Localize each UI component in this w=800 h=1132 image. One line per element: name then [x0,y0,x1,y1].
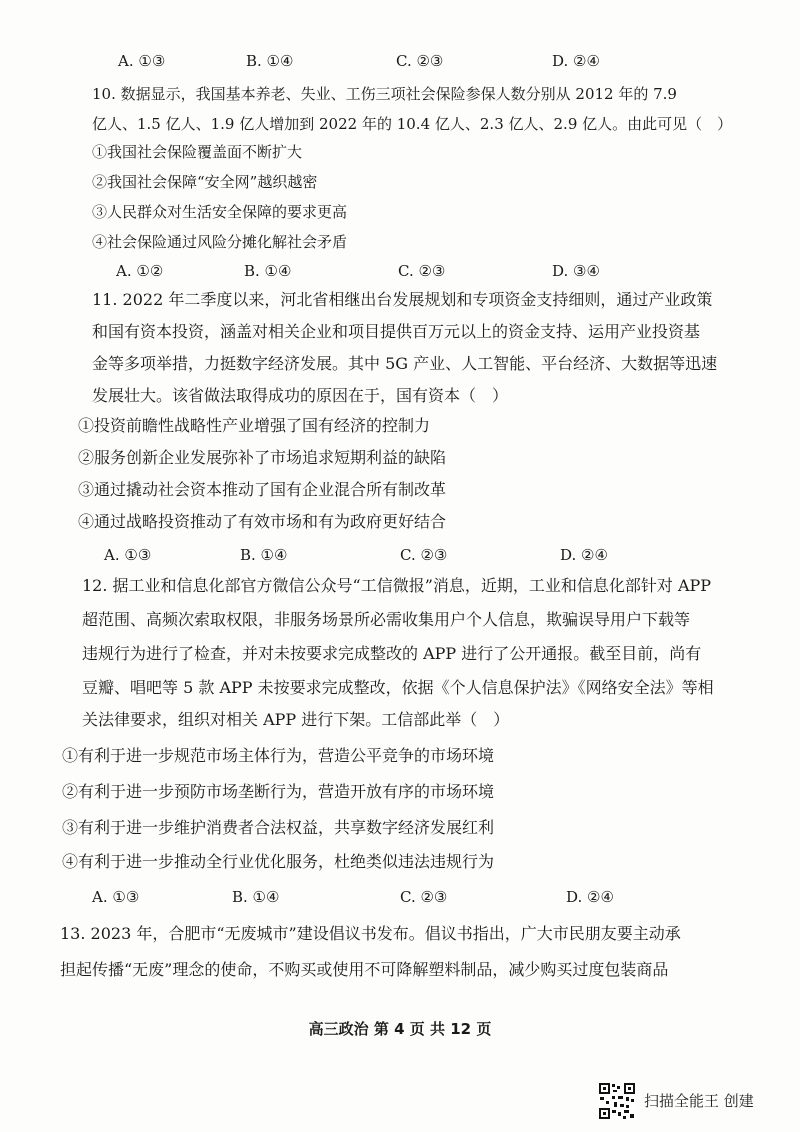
q10-stem-line1: 10. 数据显示，我国基本养老、失业、工伤三项社会保险参保人数分别从 2012 年的 7.9 [92,85,677,103]
q10-item-2: ②我国社会保障“安全网”越织越密 [92,173,318,191]
q12-option-d: D. ②④ [566,888,614,906]
q11-option-a: A. ①③ [104,546,152,564]
q10-item-1: ①我国社会保险覆盖面不断扩大 [92,143,303,161]
q11-option-b: B. ①④ [240,546,288,564]
q13-stem-line2: 担起传播“无废”理念的使命，不购买或使用不可降解塑料制品，减少购买过度包装商品 [60,960,669,979]
scanner-watermark [598,1082,788,1122]
q12-item-3: ③有利于进一步维护消费者合法权益，共享数字经济发展红利 [62,818,495,837]
q10-item-4: ④社会保险通过风险分摊化解社会矛盾 [92,233,348,251]
q10-stem-line2: 亿人、1.5 亿人、1.9 亿人增加到 2022 年的 10.4 亿人、2.3 亿人、2.9 亿人。由此可见（ ） [92,115,733,133]
q12-stem-line2: 超范围、高频次索取权限，非服务场景所必需收集用户个人信息，欺骗误导用户下载等 [82,610,691,629]
q9-option-c: C. ②③ [396,52,444,70]
q11-item-4: ④通过战略投资推动了有效市场和有为政府更好结合 [78,512,447,531]
q11-option-d: D. ②④ [560,546,608,564]
q9-option-a: A. ①③ [118,52,166,70]
q9-option-b: B. ①④ [246,52,294,70]
q11-stem-line1: 11. 2022 年二季度以来，河北省相继出台发展规划和专项资金支持细则，通过产业政策 [92,290,713,309]
q11-options [0,544,800,566]
q10-options [0,260,800,282]
q11-stem-line4: 发展壮大。该省做法取得成功的原因在于，国有资本（ ） [92,386,509,405]
q11-item-2: ②服务创新企业发展弥补了市场追求短期利益的缺陷 [78,448,447,467]
q10-option-b: B. ①④ [244,262,292,280]
q9-options [0,50,800,72]
q12-option-b: B. ①④ [232,888,280,906]
q12-item-4: ④有利于进一步推动全行业优化服务，杜绝类似违法违规行为 [62,852,495,871]
q12-stem-line5: 关法律要求，组织对相关 APP 进行下架。工信部此举（ ） [82,710,510,729]
page-footer [0,1018,800,1039]
q10-item-3: ③人民群众对生活安全保障的要求更高 [92,203,348,221]
q10-option-d: D. ③④ [552,262,600,280]
footer-page-info: 第 4 页 共 12 页 [373,1020,492,1038]
watermark-text: 扫描全能王 创建 [644,1092,754,1110]
footer-subject: 高三政治 [308,1020,369,1038]
q10-option-c: C. ②③ [398,262,446,280]
q11-option-c: C. ②③ [400,546,448,564]
q12-item-2: ②有利于进一步预防市场垄断行为，营造开放有序的市场环境 [62,782,495,801]
q12-option-a: A. ①③ [92,888,140,906]
q12-stem-line1: 12. 据工业和信息化部官方微信公众号“工信微报”消息，近期，工业和信息化部针对 APP [82,576,712,595]
q9-option-d: D. ②④ [552,52,600,70]
q11-item-3: ③通过撬动社会资本推动了国有企业混合所有制改革 [78,480,447,499]
q12-options [0,886,800,908]
qr-code-icon [598,1082,636,1120]
q12-stem-line4: 豆瓣、唱吧等 5 款 APP 未按要求完成整改，依据《个人信息保护法》《网络安全法》等相 [82,678,714,697]
q11-item-1: ①投资前瞻性战略性产业增强了国有经济的控制力 [78,416,431,435]
q11-stem-line3: 金等多项举措，力挺数字经济发展。其中 5G 产业、人工智能、平台经济、大数据等迅速 [92,354,718,373]
q12-option-c: C. ②③ [400,888,448,906]
q10-option-a: A. ①② [116,262,164,280]
q11-stem-line2: 和国有资本投资，涵盖对相关企业和项目提供百万元以上的资金支持、运用产业投资基 [92,322,701,341]
q12-stem-line3: 违规行为进行了检查，并对未按要求完成整改的 APP 进行了公开通报。截至目前，尚有 [82,644,702,663]
q12-item-1: ①有利于进一步规范市场主体行为，营造公平竞争的市场环境 [62,746,495,765]
q13-stem-line1: 13. 2023 年，合肥市“无废城市”建设倡议书发布。倡议书指出，广大市民朋友要主动承 [60,924,681,943]
